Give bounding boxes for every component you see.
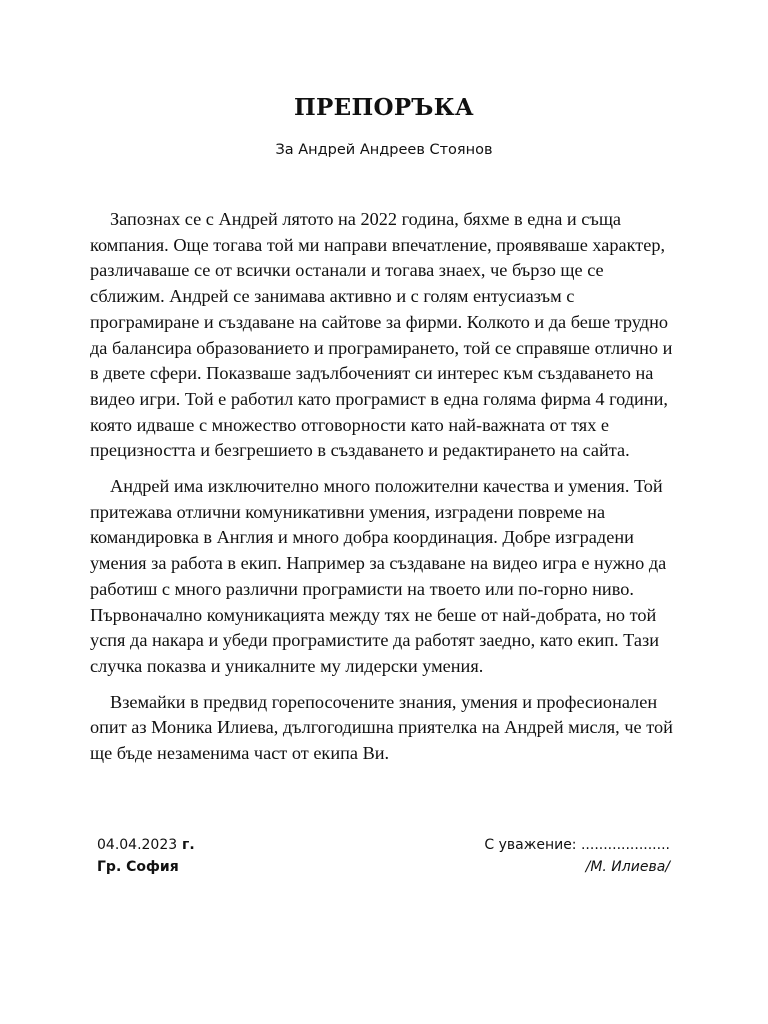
signature-name: /М. Илиева/ [585,859,670,875]
signature-dots: .................... [576,837,670,853]
letter-title: ПРЕПОРЪКА [294,94,474,121]
regards-label: С уважение: [484,837,577,853]
regards-line [484,834,670,856]
date-suffix: г. [177,837,195,853]
body-paragraph-2: Андрей има изключително много положителни качества и умения. Той притежава отлични комуникативни умения, изградени повреме на командировка в Англия и много добра координация. Добре изградени умения за работа в екип. Например за създаване на видео игра е нужно да работиш с много различни програмисти на твоето или по-горно ниво. Първоначално комуникацията между тях не беше от най-добрата, но той успя да накара и убеди програмистите да работят заедно, като екип. Тази случка показва и уникалните му лидерски умения. [90,476,667,676]
letter-subtitle: За Андрей Андреев Стоянов [275,142,493,158]
date-number: 04.04.2023 [97,837,178,853]
letter-body [90,207,680,777]
body-paragraph-3: Вземайки в предвид горепосочените знания, умения и професионален опит аз Моника Илиева, дългогодишна приятелка на Андрей мисля, че той ще бъде незаменима част от екипа Ви. [90,691,673,764]
footer-signature [484,834,670,878]
footer-date-place [97,834,195,878]
letter-date [97,834,195,856]
body-paragraph-1: Запознах се с Андрей лятото на 2022 година, бяхме в една и съща компания. Още тогава той ми направи впечатление, проявяваше характер, различаваше се от всички останали и тогава знаех, че бързо ще се сближим. Андрей се занимава активно и с голям ентусиазъм с програмиране и създаване на сайтове за фирми. Колкото и да беше трудно да балансира образованието и програмирането, той се справяше отлично и в двете сфери. Показваше задълбоченият си интерес към създаването на видео игри. Той е работил като програмист в една голяма фирма 4 години, която идваше с множество отговорности като най-важната от тях е прецизността и безгрешието в създаването и редактирането на сайта. [90,209,673,461]
letter-city: Гр. София [97,859,179,875]
